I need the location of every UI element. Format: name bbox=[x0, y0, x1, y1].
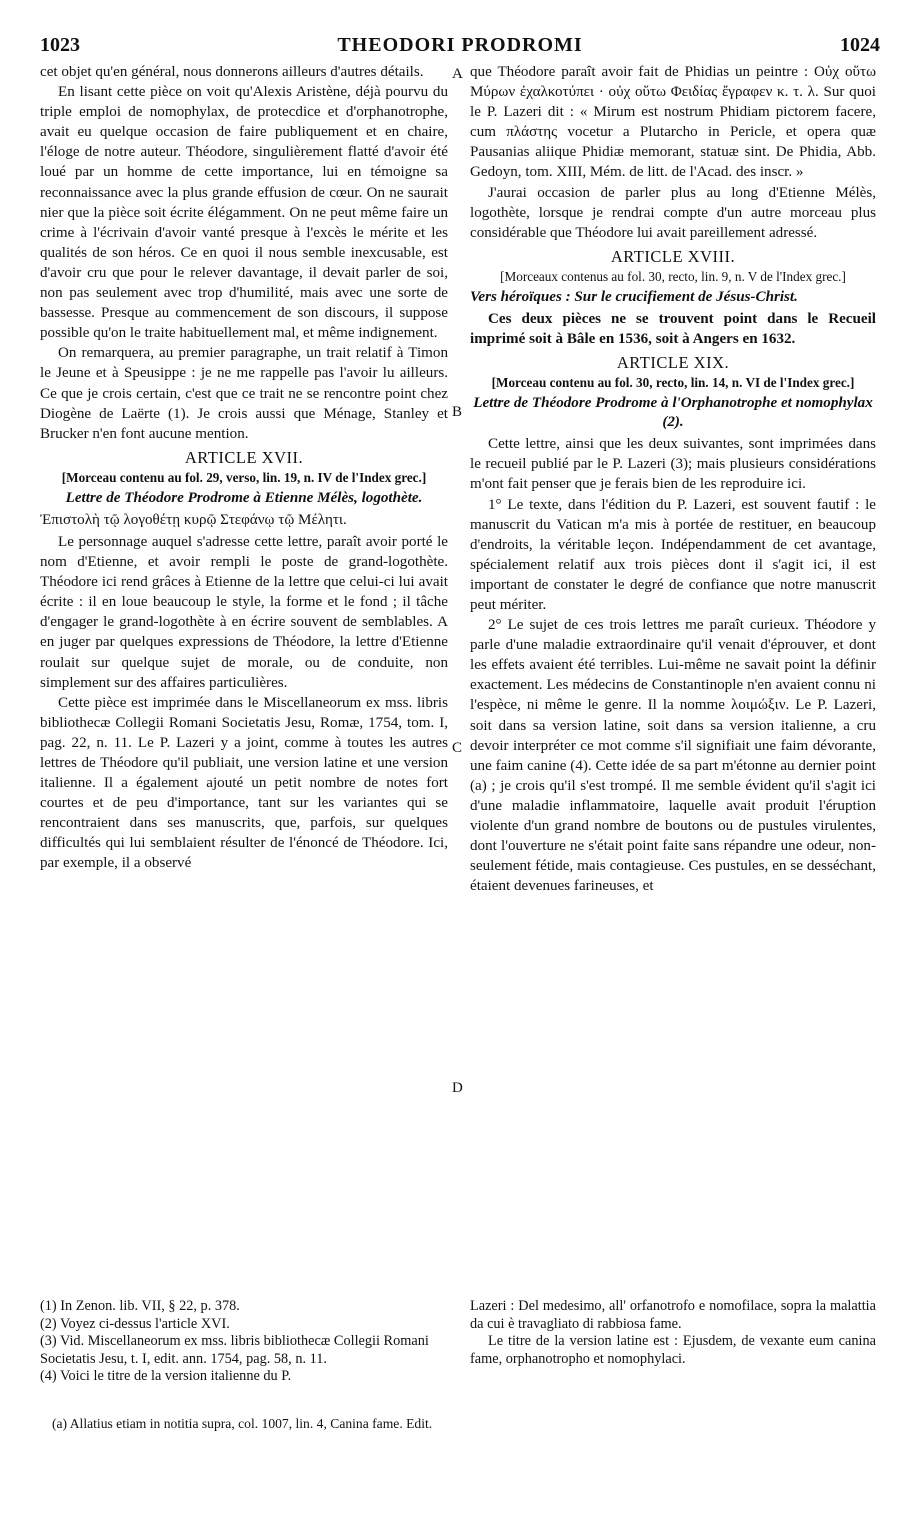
paragraph: Ces deux pièces ne se trouvent point dans le Recueil imprimé soit à Bâle en 1536, soit à Angers en 1632. bbox=[470, 310, 876, 348]
article-reference: [Morceau contenu au fol. 30, recto, lin. 14, n. VI de l'Index grec.] bbox=[491, 375, 855, 391]
article-reference: [Morceau contenu au fol. 29, verso, lin. 19, n. IV de l'Index grec.] bbox=[61, 469, 427, 485]
article-heading: ARTICLE XVIII. bbox=[610, 246, 736, 266]
editor-note: (a) Allatius etiam in notitia supra, col. 1007, lin. 4, Canina fame. Edit. bbox=[52, 1416, 433, 1431]
page-number-left: 1023 bbox=[40, 34, 80, 56]
article-title: Lettre de Théodore Prodrome à Etienne Mélès, logothète. bbox=[65, 489, 423, 506]
left-column bbox=[40, 62, 448, 874]
greek-title: Ἐπιστολὴ τῷ λογοθέτῃ κυρῷ Στεφάνῳ τῷ Μέλητι. bbox=[40, 511, 347, 528]
article-heading: ARTICLE XIX. bbox=[616, 353, 730, 373]
page-number-right: 1024 bbox=[840, 34, 880, 56]
margin-letter-c: C bbox=[452, 740, 463, 756]
article-title: Lettre de Théodore Prodrome à l'Orphanotrophe et nomophylax (2). bbox=[473, 395, 873, 431]
article-reference: [Morceaux contenus au fol. 30, recto, lin. 9, n. V de l'Index grec.] bbox=[500, 268, 846, 284]
paragraph: J'aurai occasion de parler plus au long d'Etienne Mélès, logothète, lorsque je rendrai compte d'un autre morceau plus considérable que Théodore lui avait pareillement adressé. bbox=[470, 184, 876, 241]
margin-letter-d: D bbox=[452, 1080, 463, 1096]
margin-letter-a: A bbox=[452, 66, 463, 82]
paragraph: En lisant cette pièce on voit qu'Alexis Aristène, déjà pourvu du triple emploi de nomophylax, de protecdice et d'orphanotrophe, avait eu quelque occasion de faire publiquement et en chaire, l'éloge de notre auteur. Théodore, singulièrement flatté d'avoir été loué par un homme de cette importance, lui en témoigne sa reconnaissance avec la plus grande effusion de cœur. On ne saurait nier que la pièce soit écrite élégamment. On ne peut même faire un crime à l'écrivain d'avoir vanté presque à l'excès le mérite et les qualités de son héros. Ce en quoi il nous semble inexcusable, est d'avoir cru que pour le relever davantage, il devait parler de soi, non pas seulement avec trop d'humilité, mais avec une sorte de bassesse. Presque au commencement de son discours, il suppose possible qu'on le traite habituellement mal, et même indignement. bbox=[40, 84, 448, 342]
footnotes-right bbox=[470, 1298, 876, 1368]
margin-letter-b: B bbox=[452, 404, 463, 420]
paragraph: Le personnage auquel s'adresse cette lettre, paraît avoir porté le nom d'Etienne, et avoir rempli le poste de grand-logothète. Théodore ici rend grâces à Etienne de la lettre que celui-ci lui avait écrite : il en loue beaucoup le style, la forme et le fond ; il tâche d'engager le grand-logothète à en écrire souvent de semblables. A en juger par quelques expressions de Théodore, la lettre d'Etienne roulait sur quelque sujet de morale, ou de conduite, non simplement sur des affaires particulières. bbox=[40, 533, 448, 691]
running-header bbox=[40, 34, 880, 60]
paragraph: cet objet qu'en général, nous donnerons ailleurs d'autres détails. bbox=[40, 64, 424, 80]
paragraph: On remarquera, au premier paragraphe, un trait relatif à Timon le Jeune et à Speusippe : je ne me rappelle pas l'avoir lu ailleurs. Ce que je crois certain, c'est que ce trait ne se rencontre point chez Diogène de Laërte (1). Je crois aussi que Ménage, Stanley et Brucker n'en font aucune mention. bbox=[40, 345, 448, 442]
footnote-continued: Lazeri : Del medesimo, all' orfanotrofo e nomofilace, sopra la malattia da cui è travagliato di rabbiosa fame. bbox=[470, 1298, 876, 1332]
footnote: (4) Voici le titre de la version italienne du P. bbox=[40, 1368, 292, 1385]
paragraph: 2° Le sujet de ces trois lettres me paraît curieux. Théodore y parle d'une maladie extraordinaire qu'il venait d'éprouver, et dont les effets avaient été terribles. Lui-même ne savait point la définir exactement. Les médecins de Constantinople n'en avaient connu ni l'espèce, ni même le genre. Il la nomme λοιμώξιν. Le P. Lazeri, soit dans sa version latine, soit dans sa version italienne, a cru devoir interpréter ce mot comme s'il signifiait une faim dévorante, une faim canine (4). Cette idée de sa part m'étonne au dernier point (a) ; je crois qu'il s'est trompé. Il me semble évident qu'il s'agit ici d'une maladie inflammatoire, laquelle avait produit l'éruption violente d'un grand nombre de boutons ou de pustules virulentes, dont l'ouverture ne s'était point faite sans répandre une odeur, non-seulement fétide, mais contagieuse. Ces pustules, en se desséchant, étaient devenues farineuses, et bbox=[470, 617, 876, 895]
paragraph: Cette lettre, ainsi que les deux suivantes, sont imprimées dans le recueil publié par le P. Lazeri (3); mais plusieurs considérations m'ont fait penser que je ferais bien de les reproduire ici. bbox=[470, 436, 876, 493]
footnote: (3) Vid. Miscellaneorum ex mss. libris bibliothecæ Collegii Romani Societatis Jesu, t. I, edit. ann. 1754, pag. 58, n. 11. bbox=[40, 1333, 429, 1367]
footnotes-left bbox=[40, 1298, 448, 1386]
paragraph: 1° Le texte, dans l'édition du P. Lazeri, est souvent fautif : le manuscrit du Vatican m'a mis à portée de restituer, en beaucoup d'endroits, la véritable leçon. Indépendamment de cet avantage, spécialement relatif aux trois pièces dont il s'agit ici, il est important de constater le degré de confiance que notre manuscrit peut mériter. bbox=[470, 496, 876, 613]
article-heading: ARTICLE XVII. bbox=[184, 447, 304, 467]
paragraph: Cette pièce est imprimée dans le Miscellaneorum ex mss. libris bibliothecæ Collegii Romani Societatis Jesu, Romæ, 1754, tom. I, pag. 22, n. 11. Le P. Lazeri y a joint, comme à toutes les autres lettres de Théodore qu'il publiait, une version latine et une version italienne. Il a également ajouté un petit nombre de notes fort courtes et de peu d'importance, tant sur les variantes qui se rencontraient dans ses manuscrits, que, parfois, sur quelques difficultés qui lui semblaient résulter de l'énoncé de Théodore. Ici, par exemple, il a observé bbox=[40, 694, 448, 872]
footnote: (1) In Zenon. lib. VII, § 22, p. 378. bbox=[40, 1298, 240, 1314]
footnote: Le titre de la version latine est : Ejusdem, de vexante eum canina fame, orphanotropho et nomophylaci. bbox=[470, 1333, 876, 1367]
footnote: (2) Voyez ci-dessus l'article XVI. bbox=[40, 1315, 230, 1332]
paragraph: que Théodore paraît avoir fait de Phidias un peintre : Οὐχ οὕτω Μύρων ἐχαλκοτύπει · οὐχ οὕτω Φειδίας ἔγραφεν κ. τ. λ. Sur quoi le P. Lazeri dit : « Mirum est nostrum Phidiam pictorem facere, cum πλάστης vocetur a Plutarcho in Pericle, et opera quæ Pausanias aliique Phidiæ memorant, statuæ sint. De Phidia, Abb. Gedoyn, tom. XIII, Mém. de litt. de l'Acad. des inscr. » bbox=[470, 64, 876, 181]
running-title: THEODORI PRODROMI bbox=[337, 34, 583, 56]
right-column bbox=[470, 62, 876, 896]
article-title: Vers héroïques : Sur le crucifiement de Jésus-Christ. bbox=[470, 288, 798, 305]
